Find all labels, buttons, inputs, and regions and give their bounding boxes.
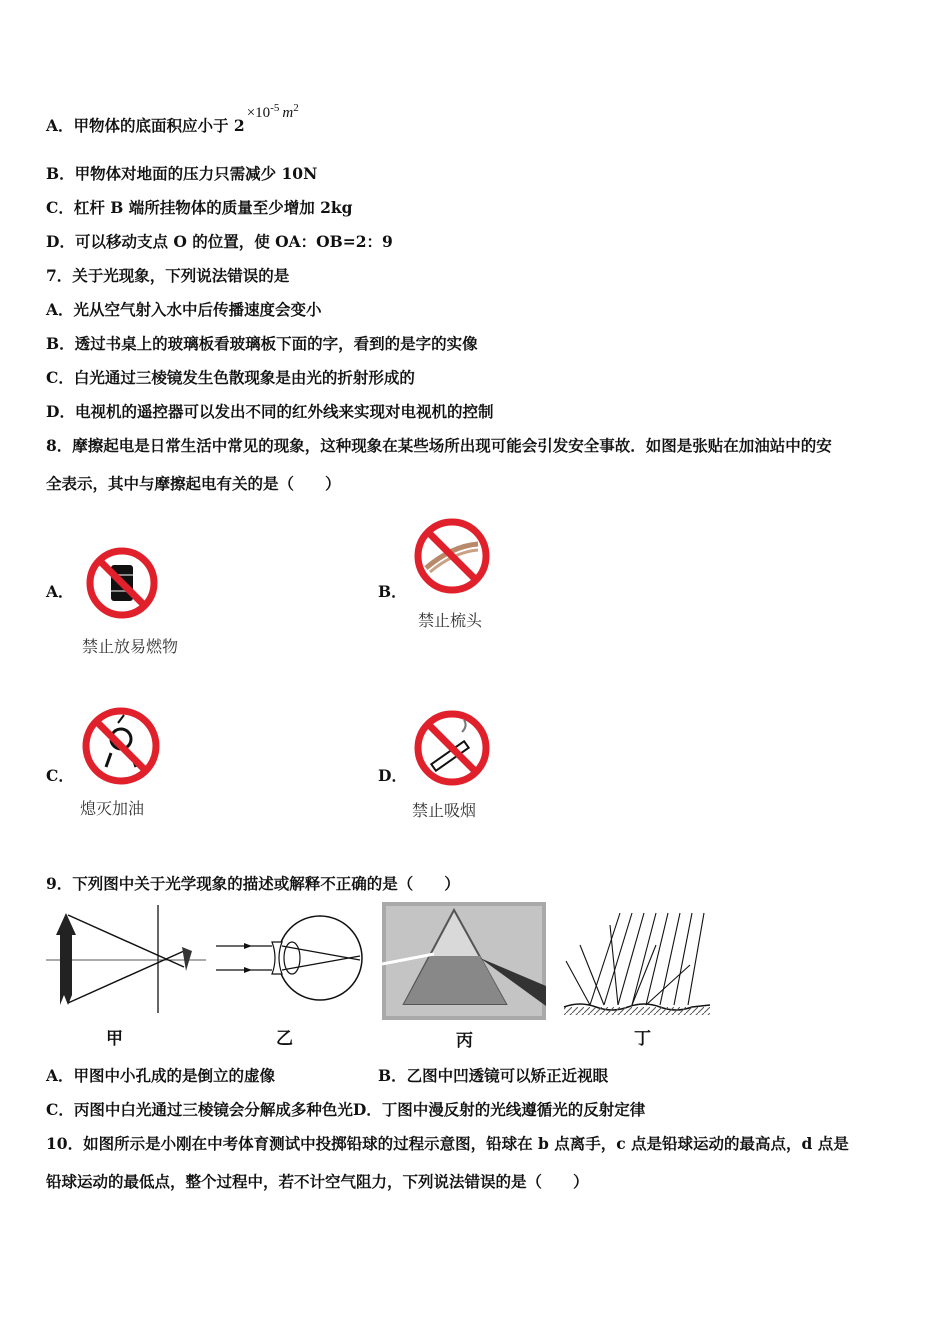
- q6-option-a: [46, 102, 299, 136]
- eye-lens-figure: [214, 912, 364, 1004]
- q7-stem: 7．关于光现象，下列说法错误的是: [46, 266, 290, 285]
- q8-option-b-letter: B．: [378, 582, 407, 601]
- prism-figure: [382, 902, 546, 1020]
- q8-option-a-caption: 禁止放易燃物: [82, 637, 179, 656]
- figure-label-ding: 丁: [634, 1029, 651, 1049]
- q10-stem-line1: 10．如图所示是小刚在中考体育测试中投掷铅球的过程示意图，铅球在 b 点离手，c 点是铅球运动的最高点，d 点是: [46, 1134, 849, 1153]
- q9-option-cd: C．丙图中白光通过三棱镜会分解成多种色光D．丁图中漫反射的光线遵循光的反射定律: [46, 1100, 646, 1119]
- q7-option-b: B．透过书桌上的玻璃板看玻璃板下面的字，看到的是字的实像: [46, 334, 478, 353]
- q6-option-d: D．可以移动支点 O 的位置，使 OA：OB=2：9: [46, 232, 393, 251]
- q8-option-b-caption: 禁止梳头: [418, 611, 483, 630]
- q7-option-d: D．电视机的遥控器可以发出不同的红外线来实现对电视机的控制: [46, 402, 494, 421]
- fuel-barrel-icon: [84, 545, 160, 621]
- q9-option-b: B．乙图中凹透镜可以矫正近视眼: [378, 1066, 609, 1085]
- pinhole-figure: [46, 905, 206, 1017]
- q9-option-a: A．甲图中小孔成的是倒立的虚像: [46, 1066, 276, 1085]
- cigarette-icon: [412, 708, 492, 788]
- q6-option-c: C．杠杆 B 端所挂物体的质量至少增加 2kg: [46, 198, 353, 217]
- q8-stem-line2: 全表示，其中与摩擦起电有关的是（ ）: [46, 474, 341, 493]
- q8-option-d-letter: D．: [378, 766, 407, 785]
- q6-option-a-text: A．甲物体的底面积应小于 2: [46, 116, 245, 135]
- q7-option-c: C．白光通过三棱镜发生色散现象是由光的折射形成的: [46, 368, 415, 387]
- figure-label-yi: 乙: [276, 1029, 293, 1049]
- q8-option-d-caption: 禁止吸烟: [412, 801, 477, 820]
- q8-option-c-caption: 熄灭加油: [80, 799, 145, 818]
- q8-option-a-letter: A．: [46, 582, 74, 601]
- figure-label-bing: 丙: [456, 1031, 473, 1051]
- q10-stem-line2: 铅球运动的最低点，整个过程中，若不计空气阻力，下列说法错误的是（ ）: [46, 1172, 589, 1191]
- q9-stem: 9．下列图中关于光学现象的描述或解释不正确的是（ ）: [46, 874, 460, 893]
- fuel-nozzle-icon: [80, 705, 162, 787]
- comb-icon: [412, 516, 492, 596]
- diffuse-reflection-figure: [560, 905, 712, 1017]
- q8-stem-line1: 8．摩擦起电是日常生活中常见的现象，这种现象在某些场所出现可能会引发安全事故．如图是张贴在加油站中的安: [46, 436, 832, 455]
- q6-option-b: B．甲物体对地面的压力只需减少 10N: [46, 164, 318, 183]
- q6-option-a-formula: $\times 10^{-5}$ $m^2$: [246, 102, 299, 121]
- figure-label-jia: 甲: [106, 1029, 123, 1049]
- q8-option-c-letter: C．: [46, 766, 74, 785]
- q7-option-a: A．光从空气射入水中后传播速度会变小: [46, 300, 322, 319]
